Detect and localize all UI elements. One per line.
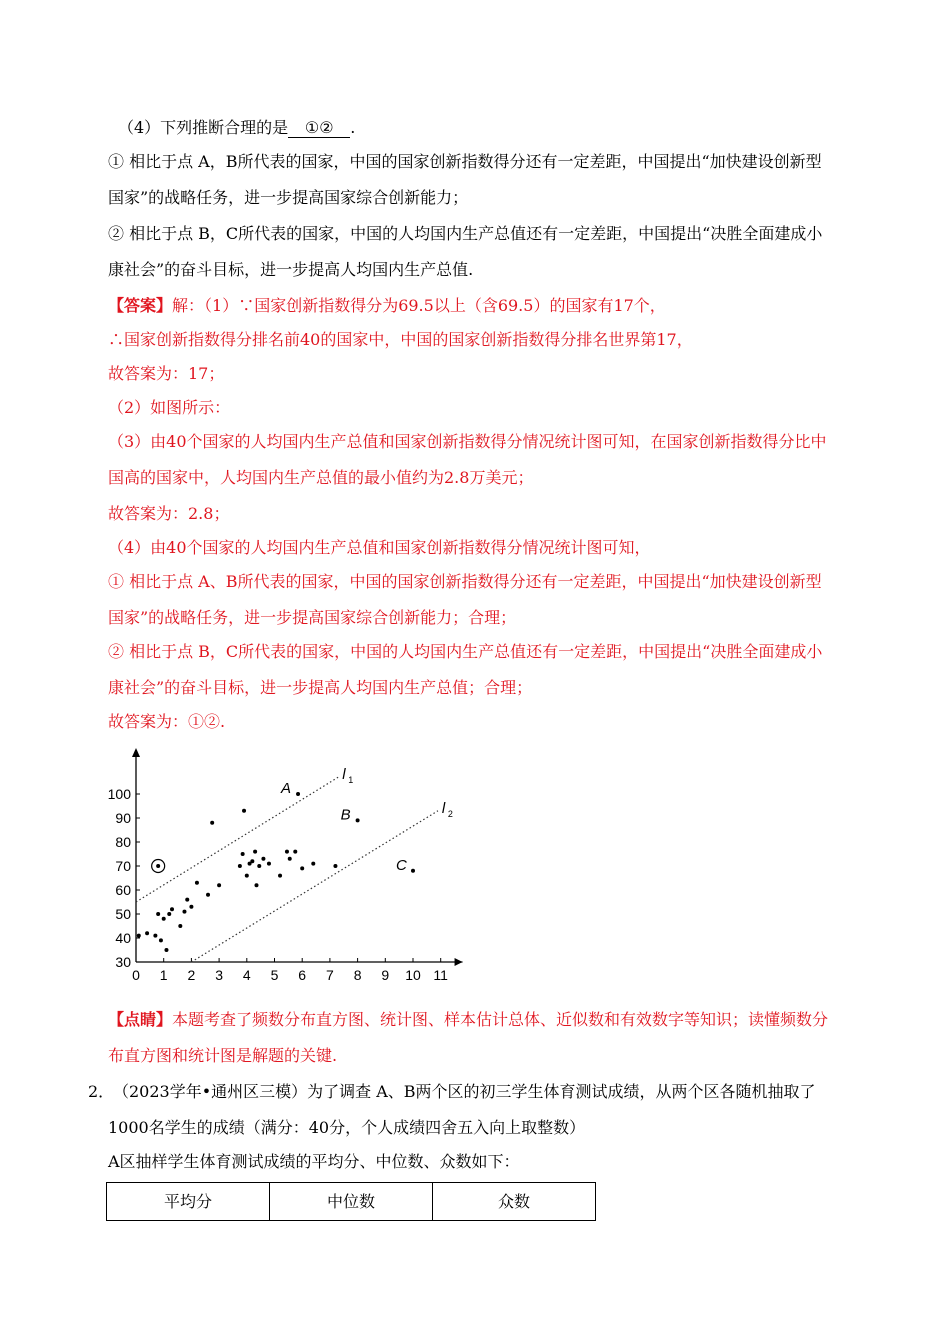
data-point — [296, 792, 300, 796]
solution-line-9: ① 相比于点 A、B所代表的国家，中国的国家创新指数得分还有一定差距，中国提出“加快建设创新型 — [108, 572, 822, 591]
data-point — [189, 905, 193, 909]
solution-line-12: 康社会”的奋斗目标，进一步提高人均国内生产总值；合理； — [108, 678, 533, 697]
x-tick-label: 1 — [159, 967, 168, 983]
y-tick-label: 90 — [115, 810, 131, 826]
y-tick-label: 30 — [115, 954, 131, 970]
x-tick-label: 4 — [242, 967, 251, 983]
point-label: B — [340, 806, 351, 824]
data-point — [164, 948, 168, 952]
data-point — [167, 912, 171, 916]
solution-line-11: ② 相比于点 B，C所代表的国家，中国的人均国内生产总值还有一定差距，中国提出“决胜全面建成小 — [108, 642, 823, 661]
data-point — [333, 864, 337, 868]
table-row — [107, 1183, 596, 1221]
x-axis-arrow — [455, 958, 463, 966]
solution-line-1: 【答案】解：（1）∵国家创新指数得分为69.5以上（含69.5）的国家有17个， — [108, 296, 666, 315]
data-point — [162, 917, 166, 921]
stats-table — [106, 1182, 596, 1221]
data-point — [278, 874, 282, 878]
y-tick-label: 80 — [115, 834, 131, 850]
answer-tag: 【答案】 — [108, 296, 173, 315]
trend-line-l2 — [191, 811, 438, 962]
data-point — [217, 883, 221, 887]
data-point — [137, 934, 141, 938]
x-tick-label: 3 — [215, 967, 223, 983]
point-label: C — [396, 856, 407, 874]
solution-line-13: 故答案为：①②. — [108, 712, 226, 731]
data-point — [261, 857, 265, 861]
solution-line-2: ∴国家创新指数得分排名前40的国家中，中国的国家创新指数得分排名世界第17， — [108, 330, 693, 349]
q4-option-2-line-1: ② 相比于点 B，C所代表的国家，中国的人均国内生产总值还有一定差距，中国提出“决胜全面建成小 — [108, 224, 823, 243]
data-point — [254, 883, 258, 887]
comment-tag: 【点睛】 — [108, 1010, 173, 1029]
data-point — [285, 850, 289, 854]
data-point — [206, 893, 210, 897]
q4-answer-blank: ①② — [288, 119, 350, 138]
solution-line-3: 故答案为：17； — [108, 364, 225, 383]
data-point — [293, 850, 297, 854]
x-tick-label: 9 — [381, 967, 390, 983]
table-header-cell: 众数 — [433, 1183, 596, 1221]
comment-line-2: 布直方图和统计图是解题的关键. — [108, 1046, 338, 1065]
solution-line-6: 国高的国家中，人均国内生产总值的最小值约为2.8万美元； — [108, 468, 534, 487]
data-point — [185, 898, 189, 902]
x-tick-label: 7 — [326, 967, 334, 983]
trend-line-subscript: 1 — [348, 775, 354, 786]
solution-line-5: （3）由40个国家的人均国内生产总值和国家创新指数得分情况统计图可知，在国家创新指数得分比中 — [108, 432, 827, 451]
x-tick-label: 11 — [433, 967, 448, 983]
x-tick-label: 5 — [270, 967, 279, 983]
y-tick-label: 50 — [115, 906, 131, 922]
x-tick-label: 6 — [298, 967, 307, 983]
data-point — [178, 924, 182, 928]
q4-option-1-line-1: ① 相比于点 A，B所代表的国家，中国的国家创新指数得分还有一定差距，中国提出“加快建设创新型 — [108, 152, 822, 171]
data-point — [288, 857, 292, 861]
table-header-cell: 中位数 — [270, 1183, 433, 1221]
trend-line-label: l — [342, 766, 346, 784]
y-tick-label: 100 — [107, 786, 131, 802]
china-marker-dot — [156, 864, 160, 868]
q2-line-2: 1000名学生的成绩（满分：40分，个人成绩四舍五入向上取整数） — [108, 1118, 586, 1137]
trend-line-l1 — [136, 777, 338, 902]
data-point — [257, 864, 261, 868]
data-point — [267, 862, 271, 866]
solution-line-8: （4）由40个国家的人均国内生产总值和国家创新指数得分情况统计图可知， — [108, 538, 651, 557]
data-point — [238, 864, 242, 868]
x-tick-label: 2 — [187, 967, 196, 983]
data-point — [170, 907, 174, 911]
scatter-chart — [100, 742, 470, 987]
data-point — [195, 881, 199, 885]
data-point — [250, 859, 254, 863]
data-point — [145, 931, 149, 935]
x-tick-label: 8 — [353, 967, 362, 983]
solution-line-7: 故答案为：2.8； — [108, 504, 230, 523]
q2-number: 2． — [88, 1082, 115, 1101]
table-header-cell: 平均分 — [107, 1183, 270, 1221]
data-point — [300, 866, 304, 870]
solution-line-10: 国家”的战略任务，进一步提高国家综合创新能力；合理； — [108, 608, 517, 627]
data-point — [153, 934, 157, 938]
y-tick-label: 60 — [115, 882, 131, 898]
data-point — [210, 821, 214, 825]
data-point — [245, 874, 249, 878]
q2-line-1: （2023学年•通州区三模）为了调查 A、B两个区的初三学生体育测试成绩，从两个区各随机抽取了 — [113, 1082, 816, 1101]
q4-option-2-line-2: 康社会”的奋斗目标，进一步提高人均国内生产总值. — [108, 260, 474, 279]
data-point — [182, 910, 186, 914]
trend-line-label: l — [441, 799, 446, 817]
q2-line-3: A区抽样学生体育测试成绩的平均分、中位数、众数如下： — [108, 1152, 520, 1171]
trend-line-subscript: 2 — [447, 808, 453, 819]
comment-line-1: 【点睛】本题考查了频数分布直方图、统计图、样本估计总体、近似数和有效数字等知识；读懂频数分 — [108, 1010, 829, 1029]
data-point — [159, 938, 163, 942]
data-point — [311, 862, 315, 866]
data-point — [253, 850, 257, 854]
q4-stem: （4）下列推断合理的是 ①② . — [118, 118, 356, 137]
q4-option-1-line-2: 国家”的战略任务，进一步提高国家综合创新能力； — [108, 188, 469, 207]
data-point — [242, 809, 246, 813]
y-tick-label: 40 — [115, 930, 131, 946]
x-tick-label: 10 — [405, 967, 421, 983]
point-label: A — [281, 780, 292, 797]
y-axis-arrow — [132, 748, 140, 757]
data-point — [356, 818, 360, 822]
solution-line-4: （2）如图所示： — [108, 398, 231, 417]
y-tick-label: 70 — [115, 858, 131, 874]
data-point — [411, 869, 415, 873]
data-point — [156, 912, 160, 916]
data-point — [241, 852, 245, 856]
x-tick-label: 0 — [132, 967, 140, 983]
